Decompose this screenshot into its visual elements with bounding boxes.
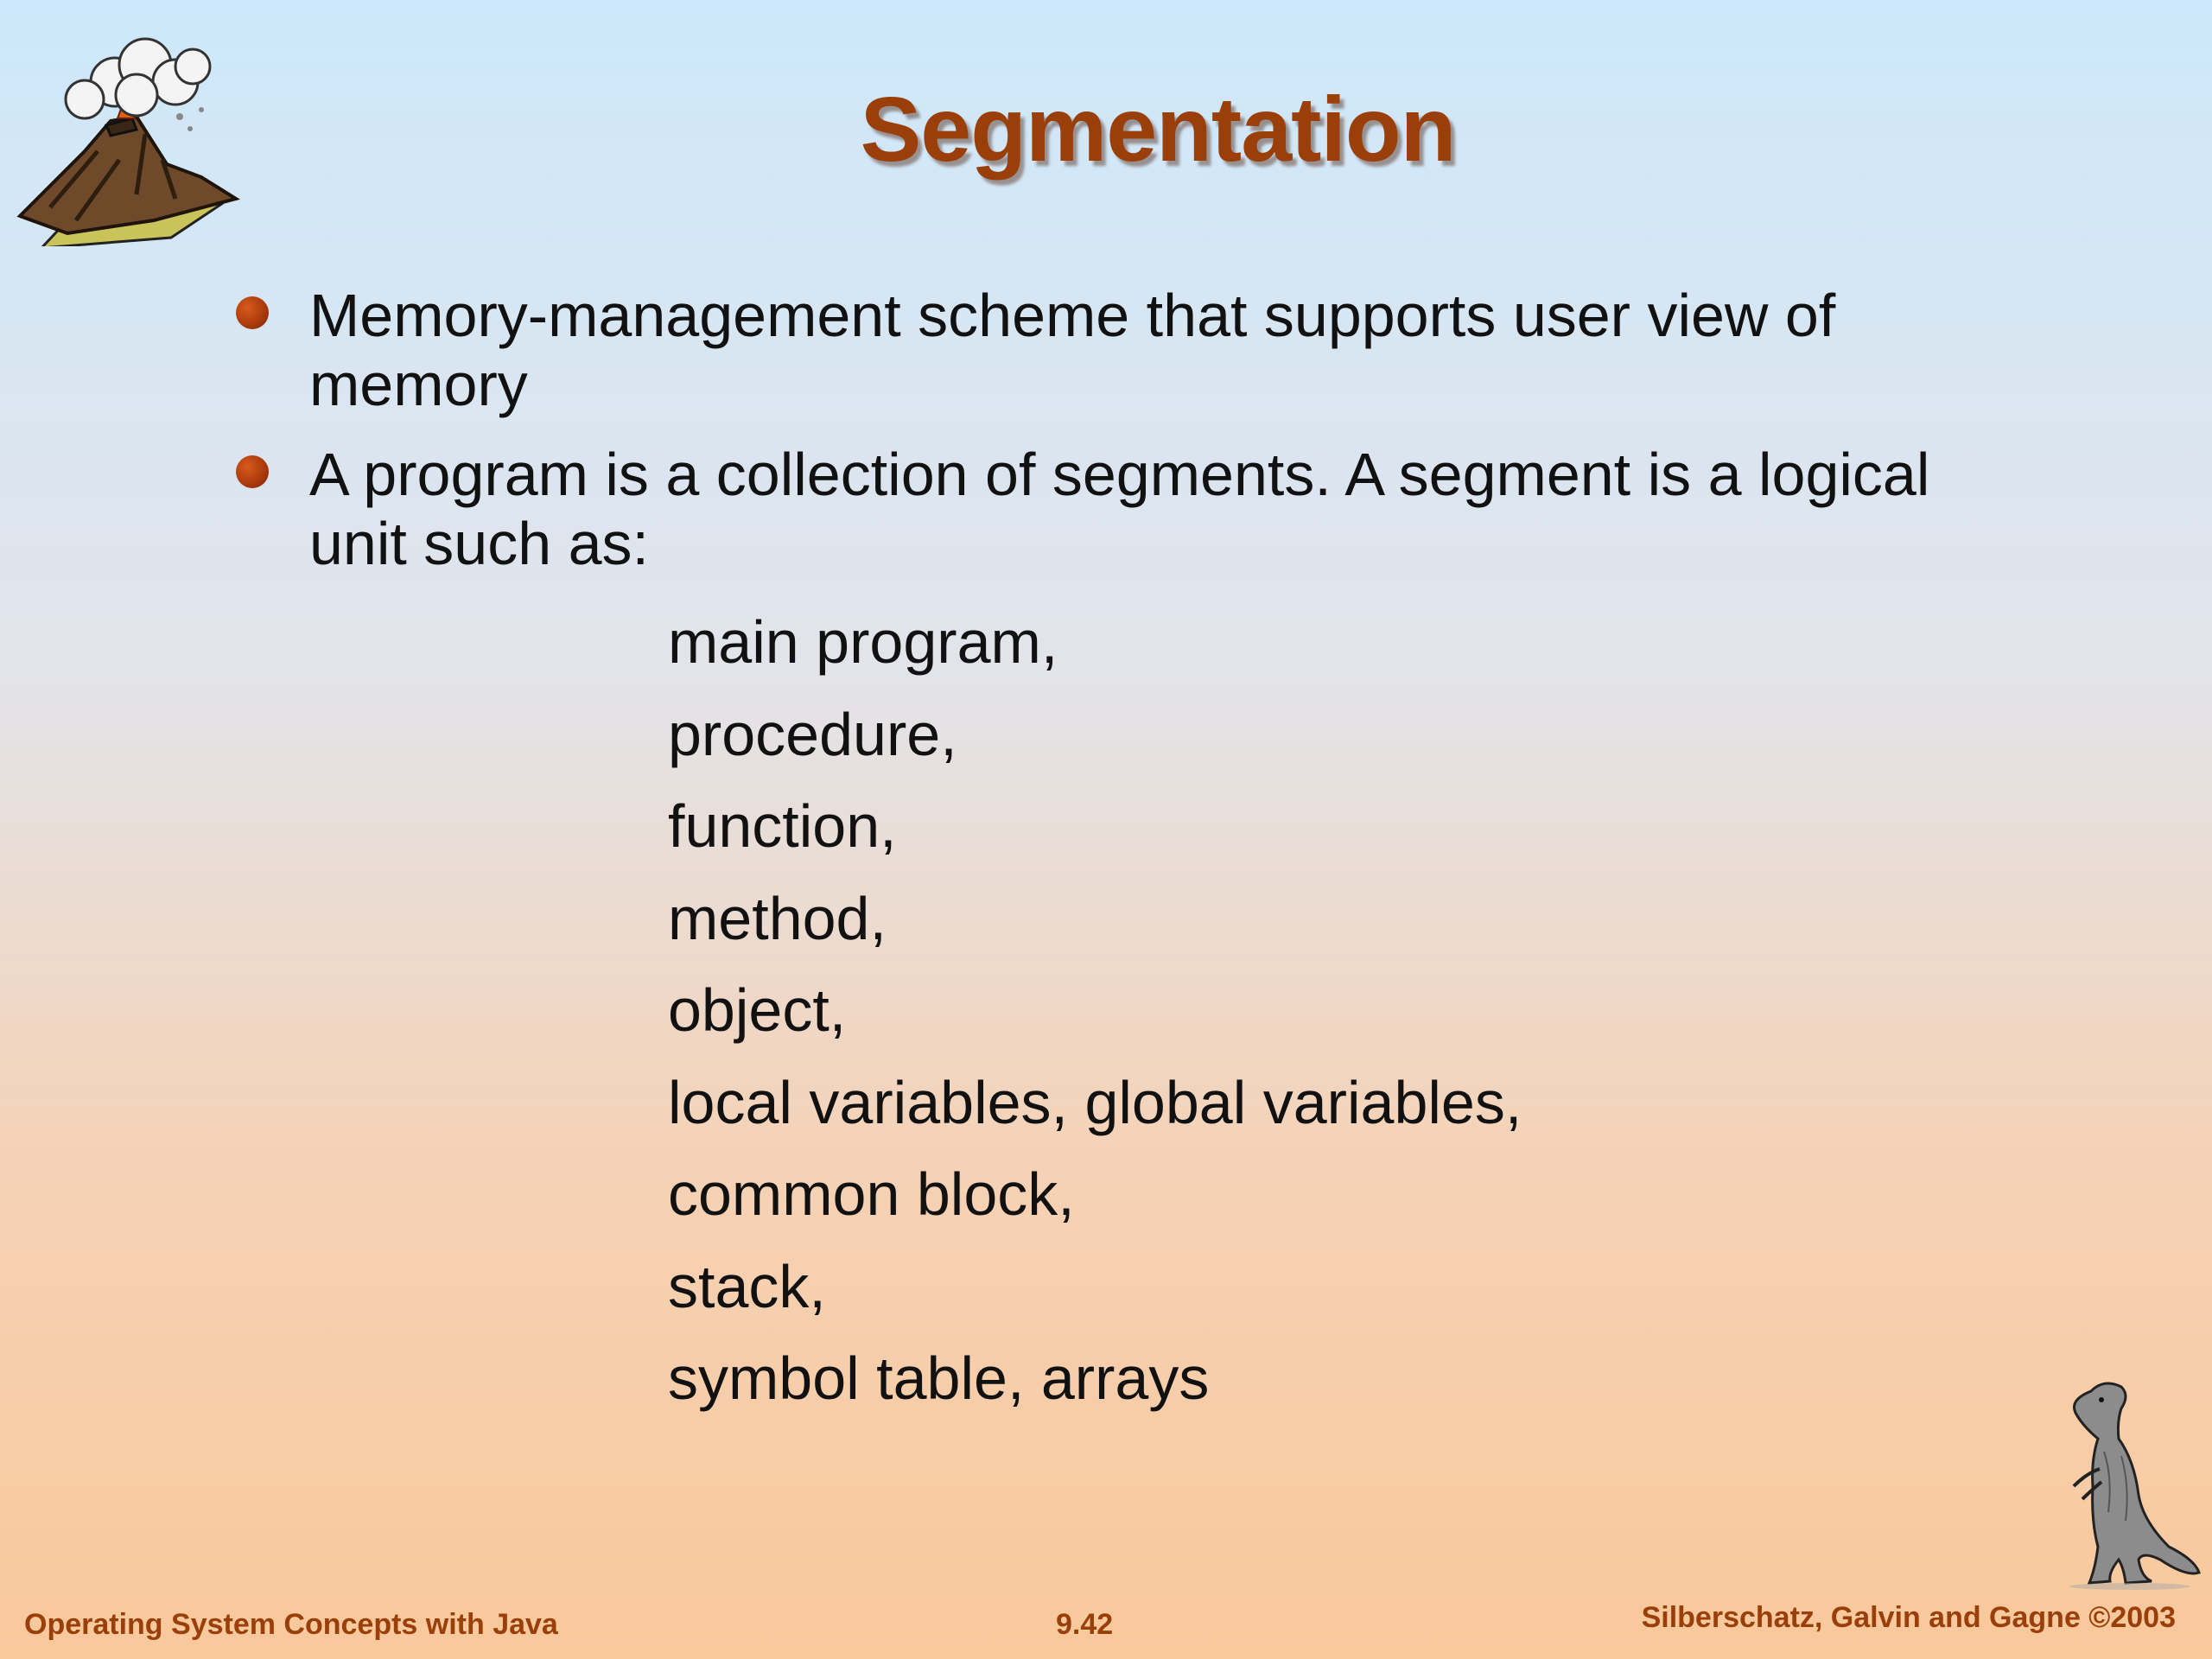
bullet-icon [236,455,269,488]
list-item: symbol table, arrays [668,1344,1210,1412]
list-item: local variables, global variables, [668,1068,1522,1136]
list-item: common block, [668,1160,1075,1228]
list-item: function, [668,792,897,860]
slide-title: Segmentation [860,79,1456,181]
bullet-item [233,281,2048,419]
list-item: main program, [668,608,1058,676]
dinosaur-icon [2056,1374,2203,1590]
bullet-text-line: A program is a collection of segments. A segment is a logical [309,441,1930,508]
list-item: method, [668,884,887,952]
bullet-icon [236,296,269,329]
footer-page-number: 9.42 [1056,1608,1114,1641]
bullet-text-line: memory [309,351,528,418]
segment-unit-list [668,596,1522,1425]
list-item: procedure, [668,700,957,768]
bullet-list [233,281,2048,599]
list-item: object, [668,976,847,1044]
footer-book-title: Operating System Concepts with Java [24,1608,558,1641]
bullet-text-line: Memory-management scheme that supports user view of [309,282,1836,349]
bullet-item [233,440,2048,578]
list-item: stack, [668,1252,826,1320]
footer-copyright: Silberschatz, Galvin and Gagne ©2003 [1641,1601,2176,1634]
bullet-text-line: unit such as: [309,510,649,577]
